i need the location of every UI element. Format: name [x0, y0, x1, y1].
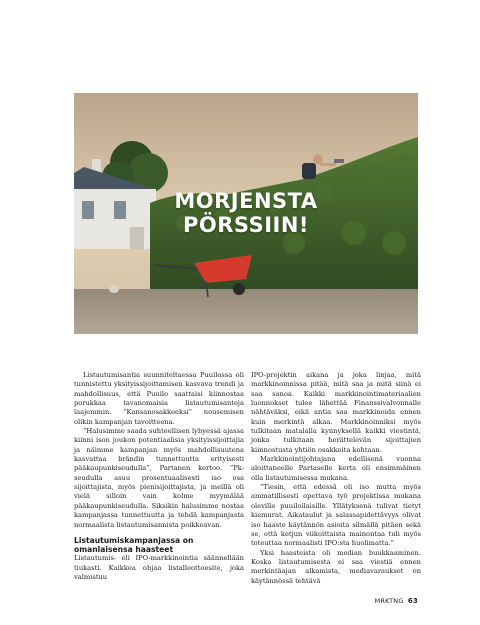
article-column-left	[74, 371, 244, 582]
paragraph: Listautumis- eli IPO-markkinointia säännellään tiukasti. Kaikkea ohjaa listalleottoesite, joka valmistuu	[74, 554, 244, 582]
article-column-right	[251, 371, 421, 586]
paragraph: IPO-projektin aikana ja joka linjaa, mitä markkinoinnissa pitää, mitä saa ja mitä siinä ei saa sanoa. Kaikki markkinointimateriaalien luonnokset tulee lähettää Finanssivalvonnalle nähtäväksi, eikä antia saa markkinoida ennen kuin merkintä alkaa. Markkinoinniksi myös tulkitaan matalalla kynnyksellä kaikki viestintä, jonka tulkitaan herättelevän sijoittajien kiinnostusta yhtiön osakkeita kohtaan.	[251, 371, 421, 454]
page-footer	[375, 597, 418, 605]
paragraph: ”Tiesin, että edessä oli iso mutta myös ammatillisesti opettava työ projektissa mukana oleville puuiloilaisille. Yllätyksenä tulivat tietyt kiemurat. Aikataulut ja salassapidettävyys olivat iso haaste käytännön asioita silmällä pitäen sekä se, että ketjun viikoittaista mainontaa tuli myös toteuttaa normaalisti IPO:sta huolimatta.”	[251, 483, 421, 548]
headline-line-2: PÖRSSIIN!	[183, 213, 309, 237]
magazine-name: MRKTNG	[374, 597, 404, 605]
page-number: 63	[407, 597, 418, 605]
paragraph: Yksi haasteista oli median buukkaaminen. Koska listautumisesta ei saa viestiä ennen merkintäajan alkamista, mediavaraukset on käytännössä tehtävä	[251, 548, 421, 585]
hero-photo	[74, 93, 418, 334]
paragraph: Markkinointijohtajana edellisenä vuonna aloittaneelle Partaselle kerta oli ensimmäinen olla listautumisessa mukana.	[251, 455, 421, 482]
paragraph: Listautumisantia suunniteltaessa Puuilossa oli tunnistettu yksityissijoittamisen kasvava trendi ja mahdollisuus, että Puuilo saattaisi kiinnostaa porukkaa tavanomaisia listautumisanteja laajemmin. ”Kansanosakkeeksi” nousemisen olikin kampanjan tavoitteena.	[74, 371, 244, 426]
paragraph: ”Halusimme saada suhteellisen lyhyessä ajassa kiinni ison joukon potentiaalisia yksityissijoittajia ja näimme kampanjan myös mahdollisuutena kasvattaa brändin tunnettuutta erityisesti pääkaupunkiseudulla”, Partanen kertoo. ”Pk-seudulla asuu prosentuaalisesti iso osa sijoittajista, myös pienisijoittajista, ja meillä oli vielä silloin vain kolme myymälää pääkaupunkiseudulla. Siksikin halusimme nostaa kampanjassa tunnettuutta ja tehdä kampanjasta normaalista listautumisannista poikkeavan.	[74, 427, 244, 529]
ball	[109, 285, 119, 293]
section-subheading: Listautumiskampanjassa on omanlaisensa haasteet	[74, 535, 194, 555]
headline-line-1: MORJENSTA	[174, 189, 318, 213]
ground	[74, 289, 418, 334]
